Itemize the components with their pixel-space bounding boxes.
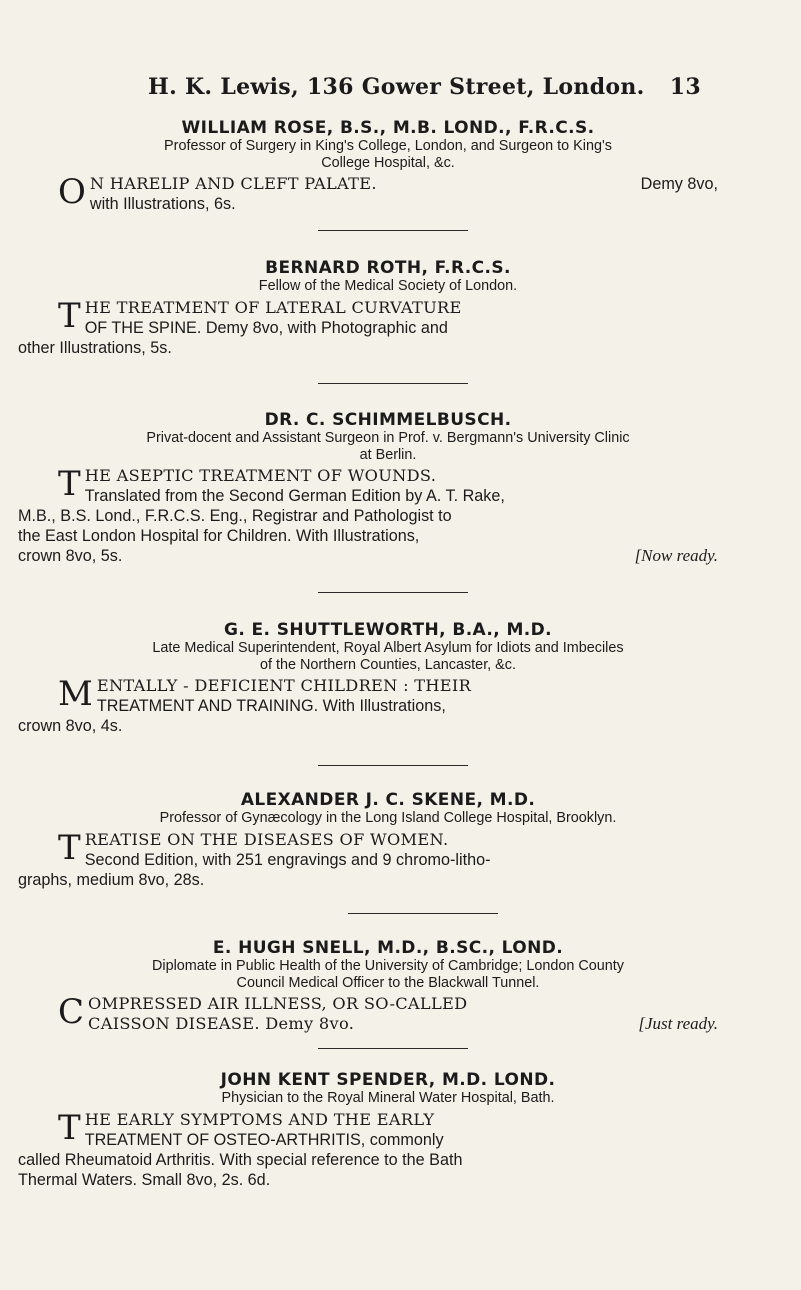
- author-name: BERNARD ROTH, F.R.C.S.: [265, 258, 511, 278]
- author-name: E. HUGH SNELL, M.D., B.SC., LOND.: [212, 938, 564, 958]
- book-line: other Illustrations, 5s.: [18, 338, 172, 357]
- author-credentials-1: Diplomate in Public Health of the University of Cambridge; London County: [152, 958, 624, 974]
- book-line: Thermal Waters. Small 8vo, 2s. 6d.: [18, 1170, 271, 1189]
- author-name: ALEXANDER J. C. SKENE, M.D.: [240, 790, 536, 810]
- book-title: HE EARLY SYMPTOMS AND THE EARLY: [84, 1109, 435, 1129]
- author-credentials-2: at Berlin.: [359, 446, 417, 463]
- drop-cap: O: [58, 172, 86, 212]
- entry-roth: [18, 258, 718, 358]
- divider-rule: [348, 913, 498, 914]
- running-title: H. K. Lewis, 136 Gower Street, London.: [148, 74, 645, 100]
- divider-rule: [318, 765, 468, 766]
- author-credentials-1: Physician to the Royal Mineral Water Hospital, Bath.: [221, 1090, 555, 1106]
- book-description: [18, 827, 718, 890]
- book-line: OF THE SPINE. Demy 8vo, with Photographic and: [84, 318, 448, 337]
- author-credentials-1: Privat-docent and Assistant Surgeon in Prof. v. Bergmann's University Clinic: [146, 430, 630, 446]
- book-line: TREATMENT OF OSTEO-ARTHRITIS, commonly: [84, 1130, 444, 1149]
- book-title: ENTALLY - DEFICIENT CHILDREN : THEIR: [96, 676, 472, 695]
- entry-schimmelbusch: [18, 410, 718, 566]
- book-description: [18, 464, 718, 566]
- book-description: [18, 674, 718, 736]
- entry-snell: [58, 938, 718, 1034]
- drop-cap: T: [58, 1107, 81, 1148]
- author-credentials-2: College Hospital, &c.: [321, 154, 455, 171]
- availability-note: [Now ready.: [634, 546, 718, 565]
- author-credentials-1: Late Medical Superintendent, Royal Albert Asylum for Idiots and Imbeciles: [152, 640, 624, 656]
- book-line: TREATMENT AND TRAINING. With Illustrations,: [96, 697, 446, 715]
- availability-note: [Just ready.: [638, 1014, 718, 1033]
- book-line: graphs, medium 8vo, 28s.: [18, 870, 205, 889]
- book-line: Second Edition, with 251 engravings and 9 chromo-litho-: [84, 850, 491, 869]
- book-title: OMPRESSED AIR ILLNESS, OR SO-CALLED: [88, 994, 468, 1013]
- book-description: [18, 1107, 718, 1190]
- drop-cap: C: [58, 992, 85, 1032]
- book-line: called Rheumatoid Arthritis. With special reference to the Bath: [18, 1150, 463, 1169]
- book-title: HE TREATMENT OF LATERAL CURVATURE: [84, 297, 462, 317]
- drop-cap: M: [58, 674, 93, 714]
- author-credentials-2: Council Medical Officer to the Blackwall Tunnel.: [236, 974, 540, 991]
- drop-cap: T: [58, 295, 81, 336]
- book-line: crown 8vo, 5s.: [18, 547, 123, 565]
- entry-rose: [58, 118, 718, 214]
- book-line: crown 8vo, 4s.: [18, 717, 123, 735]
- book-description: [58, 994, 718, 1034]
- author-credentials-1: Professor of Surgery in King's College, London, and Surgeon to King's: [164, 138, 612, 154]
- running-header: [148, 74, 701, 104]
- book-format: Demy 8vo,: [640, 175, 718, 193]
- entry-skene: [18, 790, 718, 890]
- book-line: M.B., B.S. Lond., F.R.C.S. Eng., Registrar and Pathologist to: [18, 507, 452, 525]
- book-line: Translated from the Second German Edition by A. T. Rake,: [84, 487, 505, 505]
- divider-rule: [318, 1048, 468, 1049]
- author-name: DR. C. SCHIMMELBUSCH.: [264, 410, 512, 430]
- book-line: CAISSON DISEASE. Demy 8vo.: [88, 1014, 355, 1033]
- book-title: REATISE ON THE DISEASES OF WOMEN.: [84, 829, 449, 849]
- author-name: WILLIAM ROSE, B.S., M.B. LOND., F.R.C.S.: [181, 118, 595, 138]
- author-credentials-2: of the Northern Counties, Lancaster, &c.: [260, 656, 516, 673]
- book-line: the East London Hospital for Children. With Illustrations,: [18, 527, 420, 545]
- author-name: G. E. SHUTTLEWORTH, B.A., M.D.: [223, 620, 553, 640]
- book-description: [58, 174, 718, 214]
- entry-spender: [18, 1070, 718, 1190]
- book-description: [18, 295, 718, 358]
- divider-rule: [318, 383, 468, 384]
- divider-rule: [318, 592, 468, 593]
- book-title: N HARELIP AND CLEFT PALATE.: [89, 174, 377, 193]
- divider-rule: [318, 230, 468, 231]
- book-title: HE ASEPTIC TREATMENT OF WOUNDS.: [84, 466, 437, 485]
- author-credentials-1: Professor of Gynæcology in the Long Island College Hospital, Brooklyn.: [159, 810, 617, 826]
- drop-cap: T: [58, 464, 81, 504]
- book-line: with Illustrations, 6s.: [89, 195, 236, 213]
- author-name: JOHN KENT SPENDER, M.D. LOND.: [220, 1070, 556, 1090]
- page-number: 13: [669, 74, 701, 100]
- entry-shuttleworth: [18, 620, 718, 736]
- author-credentials-1: Fellow of the Medical Society of London.: [258, 278, 518, 294]
- drop-cap: T: [58, 827, 81, 868]
